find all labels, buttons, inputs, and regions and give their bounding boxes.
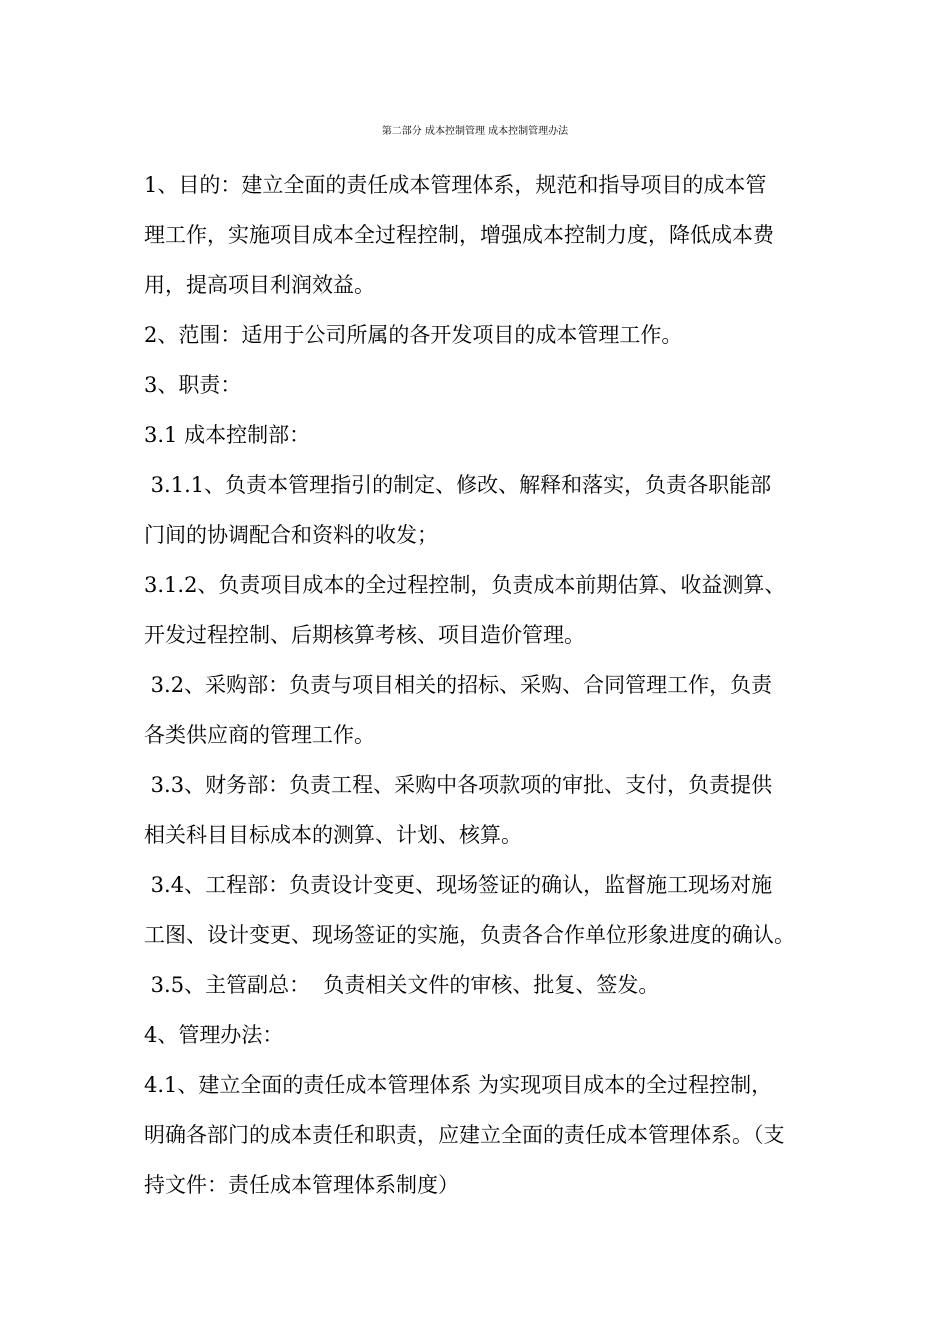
text-line-14: 相关科目目标成本的测算、计划、核算。: [144, 823, 522, 847]
text-line-3: 用，提高项目利润效益。: [144, 273, 375, 297]
text-line-17: 3.5、主管副总： 负责相关文件的审核、批复、签发。: [144, 973, 660, 997]
text-line-9: 3.1.2、负责项目成本的全过程控制，负责成本前期估算、收益测算、: [144, 573, 786, 597]
text-line-11: 3.2、采购部：负责与项目相关的招标、采购、合同管理工作，负责: [144, 673, 773, 697]
document-title: 第二部分 成本控制管理 成本控制管理办法: [381, 126, 569, 137]
text-line-8: 门间的协调配合和资料的收发；: [144, 523, 438, 547]
text-line-21: 持文件：责任成本管理体系制度）: [144, 1173, 459, 1197]
text-line-5: 3、职责：: [144, 373, 242, 397]
text-line-10: 开发过程控制、后期核算考核、项目造价管理。: [144, 623, 585, 647]
text-line-15: 3.4、工程部：负责设计变更、现场签证的确认，监督施工现场对施: [144, 873, 773, 897]
text-line-7: 3.1.1、负责本管理指引的制定、修改、解释和落实，负责各职能部: [144, 473, 772, 497]
text-line-6: 3.1 成本控制部：: [144, 423, 311, 447]
text-line-18: 4、管理办法：: [144, 1023, 284, 1047]
text-line-19: 4.1、建立全面的责任成本管理体系 为实现项目成本的全过程控制，: [144, 1073, 773, 1097]
text-line-20: 明确各部门的成本责任和职责，应建立全面的责任成本管理体系。（支: [144, 1123, 785, 1147]
text-line-4: 2、范围：适用于公司所属的各开发项目的成本管理工作。: [144, 323, 683, 347]
text-line-16: 工图、设计变更、现场签证的实施，负责各合作单位形象进度的确认。: [144, 923, 795, 947]
text-line-12: 各类供应商的管理工作。: [144, 723, 375, 747]
text-line-13: 3.3、财务部：负责工程、采购中各项款项的审批、支付，负责提供: [144, 773, 773, 797]
text-line-1: 1、目的：建立全面的责任成本管理体系，规范和指导项目的成本管: [144, 173, 767, 197]
text-line-2: 理工作，实施项目成本全过程控制，增强成本控制力度，降低成本费: [144, 223, 774, 247]
